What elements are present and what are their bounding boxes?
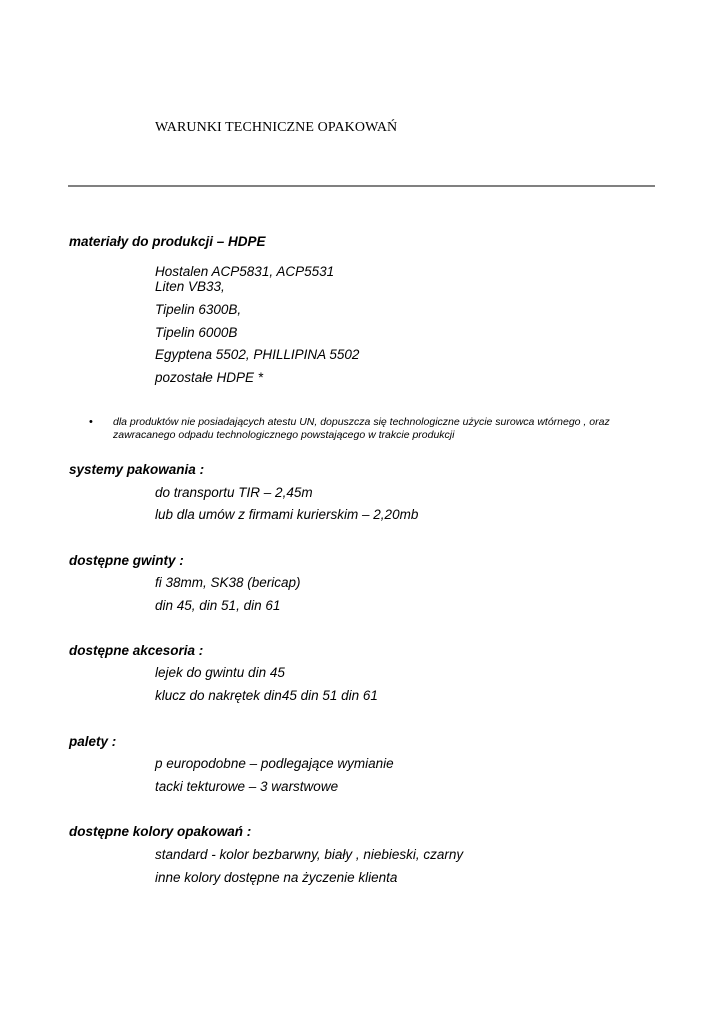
accessory-item: klucz do nakrętek din45 din 51 din 61 bbox=[155, 688, 378, 703]
color-item: standard - kolor bezbarwny, biały , niebieski, czarny bbox=[155, 847, 464, 862]
pallet-item: tacki tekturowe – 3 warstwowe bbox=[155, 779, 339, 794]
thread-item: fi 38mm, SK38 (bericap) bbox=[155, 575, 301, 590]
horizontal-rule bbox=[68, 185, 655, 187]
material-item: pozostałe HDPE * bbox=[155, 370, 264, 385]
colors-heading: dostępne kolory opakowań : bbox=[69, 824, 252, 839]
packaging-heading: systemy pakowania : bbox=[69, 462, 205, 477]
material-item: Liten VB33, bbox=[155, 279, 225, 294]
color-item: inne kolory dostępne na życzenie klienta bbox=[155, 870, 398, 885]
accessory-item: lejek do gwintu din 45 bbox=[155, 665, 285, 680]
pallet-item: p europodobne – podlegające wymianie bbox=[155, 756, 394, 771]
pallets-heading: palety : bbox=[69, 734, 117, 749]
material-item: Tipelin 6000B bbox=[155, 325, 238, 340]
thread-item: din 45, din 51, din 61 bbox=[155, 598, 281, 613]
document-title: WARUNKI TECHNICZNE OPAKOWAŃ bbox=[155, 120, 398, 135]
material-item: Egyptena 5502, PHILLIPINA 5502 bbox=[155, 347, 360, 362]
footnote: dla produktów nie posiadających atestu UN, dopuszcza się technologiczne użycie surowca wtórnego , oraz zawracanego odpadu technologicznego powstającego w trakcie produkcji bbox=[113, 416, 610, 441]
materials-heading: materiały do produkcji – HDPE bbox=[69, 234, 266, 249]
accessories-heading: dostępne akcesoria : bbox=[69, 643, 204, 658]
packaging-item: do transportu TIR – 2,45m bbox=[155, 485, 313, 500]
material-item: Tipelin 6300B, bbox=[155, 302, 242, 317]
threads-heading: dostępne gwinty : bbox=[69, 553, 184, 568]
packaging-item: lub dla umów z firmami kurierskim – 2,20mb bbox=[155, 507, 419, 522]
material-item: Hostalen ACP5831, ACP5531 bbox=[155, 264, 335, 279]
bullet-icon: • bbox=[89, 416, 93, 428]
